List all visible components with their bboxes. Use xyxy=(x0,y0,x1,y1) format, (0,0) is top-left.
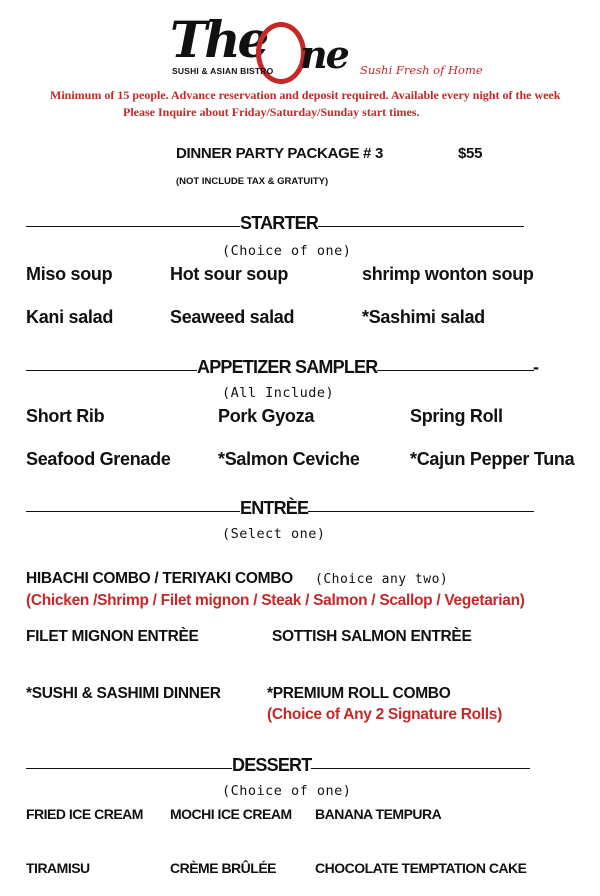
filet-mignon-entree: FILET MIGNON ENTRÈE xyxy=(26,628,199,645)
starter-item: Kani salad xyxy=(26,307,114,327)
notice-line-1: Minimum of 15 people. Advance reservation and deposit required. Available every night of the week xyxy=(50,88,561,102)
logo-word-ne: ne xyxy=(300,32,348,77)
dessert-item: CHOCOLATE TEMPTATION CAKE xyxy=(315,860,527,876)
appetizer-item: *Cajun Pepper Tuna xyxy=(410,449,575,469)
combo-note: (Choice any two) xyxy=(315,572,449,587)
entree-choice: (Select one) xyxy=(222,526,326,542)
appetizer-item: Seafood Grenade xyxy=(26,449,171,469)
starter-rule-left xyxy=(26,226,240,227)
appetizer-item: Spring Roll xyxy=(410,406,503,426)
dessert-item: FRIED ICE CREAM xyxy=(26,806,143,822)
package-note: (NOT INCLUDE TAX & GRATUITY) xyxy=(176,176,329,187)
dessert-rule-left xyxy=(26,768,232,769)
entree-rule-left xyxy=(26,511,240,512)
premium-roll-note: (Choice of Any 2 Signature Rolls) xyxy=(267,706,502,723)
package-price: $55 xyxy=(458,145,483,162)
appetizer-heading-trail: - xyxy=(533,357,539,377)
appetizer-rule-right xyxy=(362,370,534,371)
premium-roll-combo: *PREMIUM ROLL COMBO xyxy=(267,685,451,702)
appetizer-rule-left xyxy=(26,370,198,371)
dessert-rule-right xyxy=(304,768,530,769)
sushi-sashimi-dinner: *SUSHI & SASHIMI DINNER xyxy=(26,685,221,702)
starter-choice: (Choice of one) xyxy=(222,243,352,259)
salmon-entree: SOTTISH SALMON ENTRÈE xyxy=(272,628,472,645)
starter-item: shrimp wonton soup xyxy=(362,264,534,284)
logo xyxy=(170,10,490,80)
starter-item: Hot sour soup xyxy=(170,264,289,284)
logo-word-the: The xyxy=(170,10,267,69)
appetizer-item: Pork Gyoza xyxy=(218,406,315,426)
starter-heading: STARTER xyxy=(240,213,319,233)
starter-rule-right xyxy=(312,226,524,227)
dessert-choice: (Choice of one) xyxy=(222,783,352,799)
entree-heading: ENTRÈE xyxy=(240,498,309,518)
starter-item: Seaweed salad xyxy=(170,307,295,327)
appetizer-item: *Salmon Ceviche xyxy=(218,449,360,469)
appetizer-choice: (All Include) xyxy=(222,385,335,401)
combo-title: HIBACHI COMBO / TERIYAKI COMBO xyxy=(26,570,293,587)
dessert-item: BANANA TEMPURA xyxy=(315,806,442,822)
starter-item: Miso soup xyxy=(26,264,113,284)
logo-tagline: Sushi Fresh of Home xyxy=(360,63,483,77)
notice-line-2: Please Inquire about Friday/Saturday/Sunday start times. xyxy=(123,105,420,119)
logo-subtitle: SUSHI & ASIAN BISTRO xyxy=(172,66,274,76)
appetizer-item: Short Rib xyxy=(26,406,105,426)
entree-rule-right xyxy=(300,511,534,512)
dessert-item: TIRAMISU xyxy=(26,860,90,876)
dessert-item: CRÈME BRÛLÉE xyxy=(170,860,277,876)
dessert-heading: DESSERT xyxy=(232,755,312,775)
dessert-item: MOCHI ICE CREAM xyxy=(170,806,292,822)
appetizer-heading: APPETIZER SAMPLER xyxy=(197,357,378,377)
combo-options: (Chicken /Shrimp / Filet mignon / Steak / Salmon / Scallop / Vegetarian) xyxy=(26,592,525,609)
starter-item: *Sashimi salad xyxy=(362,307,485,327)
package-title: DINNER PARTY PACKAGE # 3 xyxy=(176,145,384,162)
